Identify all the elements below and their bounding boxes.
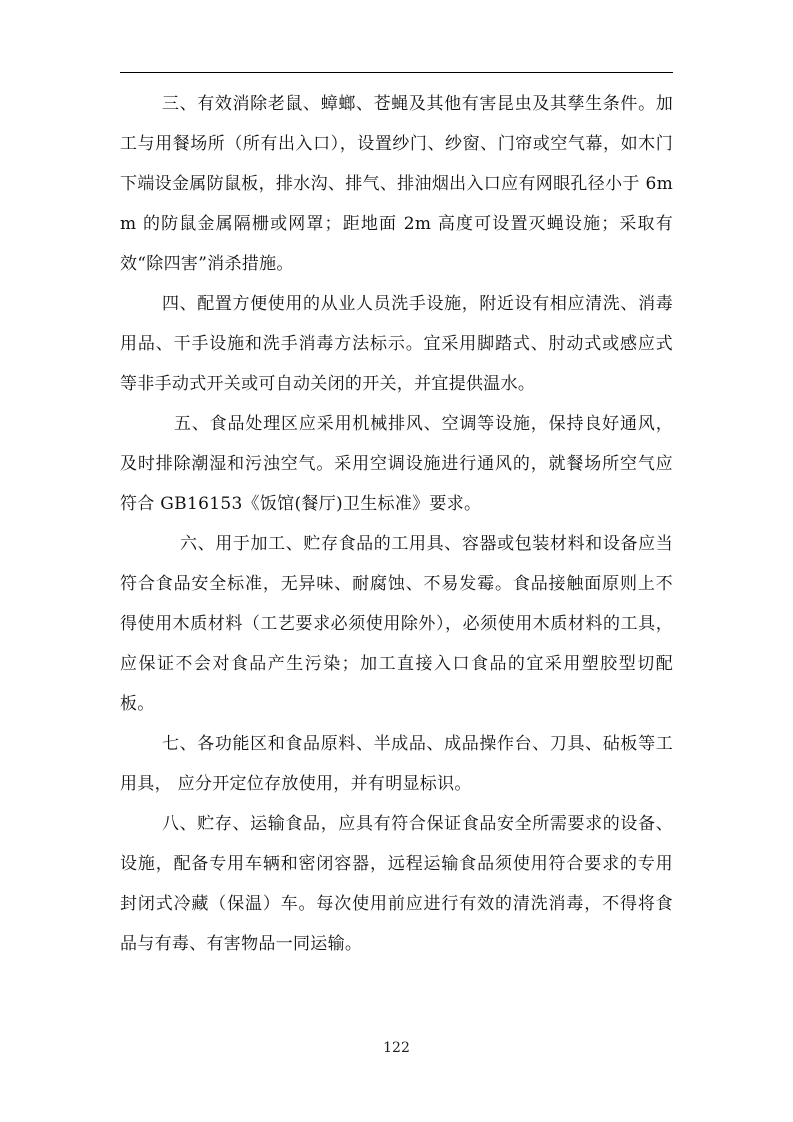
paragraph-utensils: 六、用于加工、贮存食品的工用具、容器或包装材料和设备应当符合食品安全标准，无异味、耐腐蚀、不易发霉。食品接触面原则上不得使用木质材料（工艺要求必须使用除外），必须使用木质材料的工具，应保证不会对食品产生污染；加工直接入口食品的宜采用塑胶型切配板。 <box>120 534 673 714</box>
header-rule <box>120 72 673 73</box>
paragraph-handwashing: 四、配置方便使用的从业人员洗手设施，附近设有相应清洗、消毒用品、干手设施和洗手消毒方法标示。宜采用脚踏式、肘动式或感应式等非手动式开关或可自动关闭的开关，并宜提供温水。 <box>120 294 673 394</box>
document-body <box>120 84 673 964</box>
paragraph-ventilation: 五、食品处理区应采用机械排风、空调等设施，保持良好通风，及时排除潮湿和污浊空气。采用空调设施进行通风的，就餐场所空气应符合 GB16153《饭馆(餐厅)卫生标准》要求。 <box>120 414 673 514</box>
paragraph-transport: 八、贮存、运输食品，应具有符合保证食品安全所需要求的设备、设施，配备专用车辆和密闭容器，远程运输食品须使用符合要求的专用封闭式冷藏（保温）车。每次使用前应进行有效的清洗消毒，不得将食品与有毒、有害物品一同运输。 <box>120 814 673 954</box>
paragraph-storage-zones: 七、各功能区和食品原料、半成品、成品操作台、刀具、砧板等工用具， 应分开定位存放使用，并有明显标识。 <box>120 734 673 794</box>
page-number: 122 <box>383 1040 410 1056</box>
paragraph-pest-control: 三、有效消除老鼠、蟑螂、苍蝇及其他有害昆虫及其孳生条件。加工与用餐场所（所有出入口），设置纱门、纱窗、门帘或空气幕，如木门下端设金属防鼠板，排水沟、排气、排油烟出入口应有网眼孔径小于 6mm 的防鼠金属隔栅或网罩；距地面 2m 高度可设置灭蝇设施；采取有效“除四害”消杀措施。 <box>120 94 673 274</box>
